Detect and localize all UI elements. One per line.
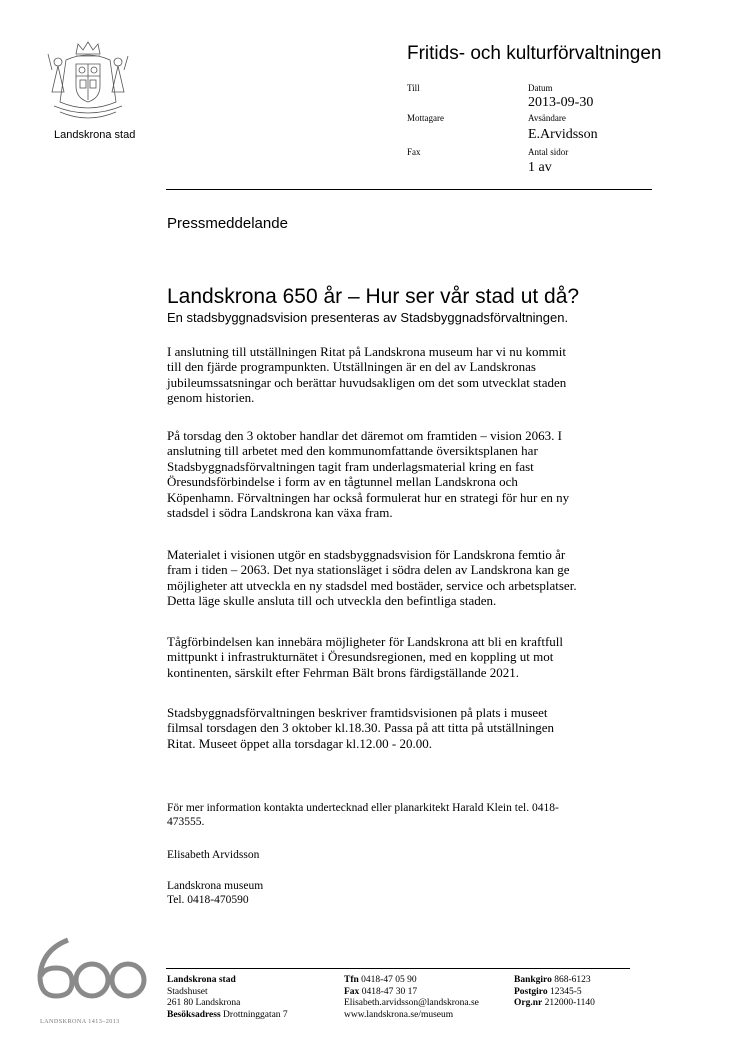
datum-label: Datum xyxy=(528,83,553,93)
footer-city-name: Landskrona stad xyxy=(167,975,236,985)
paragraph-line: genom historien. xyxy=(167,390,255,406)
museum-line: Landskrona museum xyxy=(167,880,264,892)
footer-address xyxy=(167,975,288,1021)
footer-divider xyxy=(166,968,630,969)
footer-phone xyxy=(344,975,479,987)
mottagare-label: Mottagare xyxy=(407,113,444,123)
bankgiro-value: 868-6123 xyxy=(551,975,591,985)
contact-info xyxy=(167,802,647,829)
datum-value: 2013-09-30 xyxy=(528,95,594,110)
headline: Landskrona 650 år – Hur ser vår stad ut då? xyxy=(167,285,580,308)
fax-label: Fax xyxy=(407,147,421,157)
paragraph-line: På torsdag den 3 oktober handlar det däremot om framtiden – vision 2063. I xyxy=(167,428,562,443)
paragraph-line: Köpenhamn. Förvaltningen har också formulerat hur en strategi för hur en ny xyxy=(167,489,570,505)
footer-banking xyxy=(514,975,595,1010)
paragraph-3 xyxy=(167,547,647,609)
paragraph-line: anslutning till arbetet med den kommunomfattande översiktsplanen har xyxy=(167,443,538,459)
phone-value: 0418-47 05 90 xyxy=(358,975,417,985)
paragraph-line: Öresundsförbindelse i form av en tågtunnel mellan Landskrona och xyxy=(167,474,518,490)
paragraph-line: stadsdel i södra Landskrona kan växa fram. xyxy=(167,505,393,521)
city-name: Landskrona stad xyxy=(54,129,136,141)
footer-orgnr xyxy=(514,998,595,1010)
header-divider xyxy=(166,189,652,190)
paragraph-line: Ritat. Museet öppet alla torsdagar kl.12.00 - 20.00. xyxy=(167,735,433,751)
paragraph-1 xyxy=(167,344,647,406)
antal-sidor-value: 1 av xyxy=(528,160,552,175)
paragraph-line: kontinenten, särskilt efter Fehrman Bält brons färdigställande 2021. xyxy=(167,664,519,680)
museum-line: Tel. 0418-470590 xyxy=(167,893,249,906)
city-crest-logo xyxy=(46,40,130,126)
till-label: Till xyxy=(407,83,420,93)
footer-visit-address xyxy=(167,1010,288,1022)
paragraph-line: Stadsbyggnadsförvaltningen beskriver framtidsvisionen på plats i museet xyxy=(167,705,548,720)
bankgiro-label: Bankgiro xyxy=(514,975,552,985)
paragraph-4 xyxy=(167,634,647,680)
paragraph-line: till den fjärde programpunkten. Utställningen är en del av Landskronas xyxy=(167,359,536,375)
subheadline: En stadsbyggnadsvision presenteras av Stadsbyggnadsförvaltningen. xyxy=(167,310,569,325)
paragraph-line: I anslutning till utställningen Ritat på Landskrona museum har vi nu kommit xyxy=(167,344,566,359)
museum-contact xyxy=(167,880,647,907)
paragraph-line: jubileumssatsningar och berättar huvudsakligen om det som utvecklat staden xyxy=(167,374,567,390)
postgiro-label: Postgiro xyxy=(514,986,548,997)
avsandare-label: Avsändare xyxy=(528,113,566,123)
phone-label: Tfn xyxy=(344,975,359,985)
orgnr-label: Org.nr xyxy=(514,998,543,1009)
fax-value: 0418-47 30 17 xyxy=(359,986,418,997)
department-title: Fritids- och kulturförvaltningen xyxy=(407,43,662,64)
footer-postal: 261 80 Landskrona xyxy=(167,998,241,1009)
contact-line: 473555. xyxy=(167,815,205,828)
paragraph-5 xyxy=(167,705,647,751)
contact-line: För mer information kontakta undertecknad eller planarkitekt Harald Klein tel. 0418- xyxy=(167,802,559,814)
paragraph-line: Detta läge skulle ansluta till och utveckla den befintliga staden. xyxy=(167,593,497,609)
paragraph-line: Stadsbyggnadsförvaltningen tagit fram underlagsmaterial kring en fast xyxy=(167,458,534,474)
footer-website[interactable]: www.landskrona.se/museum xyxy=(344,1009,454,1020)
avsandare-value: E.Arvidsson xyxy=(528,127,598,142)
orgnr-value: 212000-1140 xyxy=(542,998,595,1009)
footer-building: Stadshuset xyxy=(167,986,208,997)
document-type: Pressmeddelande xyxy=(167,215,288,232)
paragraph-line: Tågförbindelsen kan innebära möjligheter för Landskrona att bli en kraftfull xyxy=(167,634,563,649)
paragraph-2 xyxy=(167,428,647,520)
footer-fax xyxy=(344,987,479,999)
paragraph-line: fram i tiden – 2063. Det nya stationsläget i södra delen av Landskrona kan ge xyxy=(167,562,570,578)
signature-name: Elisabeth Arvidsson xyxy=(167,849,260,861)
footer-postgiro xyxy=(514,987,595,999)
fax-label-footer: Fax xyxy=(344,986,360,997)
paragraph-line: möjligheter att utveckla en ny stadsdel med bostäder, service och arbetsplatser. xyxy=(167,577,577,593)
footer-email[interactable]: Elisabeth.arvidsson@landskrona.se xyxy=(344,998,479,1009)
anniversary-600-logo xyxy=(34,936,152,1000)
footer-contact xyxy=(344,975,479,1021)
visit-label: Besöksadress xyxy=(167,1009,221,1020)
paragraph-line: mittpunkt i infrastrukturnätet i Öresundsregionen, med en koppling ut mot xyxy=(167,649,554,665)
paragraph-line: Materialet i visionen utgör en stadsbyggnadsvision för Landskrona femtio år xyxy=(167,547,566,562)
visit-value: Drottninggatan 7 xyxy=(220,1009,288,1020)
antal-sidor-label: Antal sidor xyxy=(528,147,569,157)
paragraph-line: filmsal torsdagen den 3 oktober kl.18.30. Passa på att titta på utställningen xyxy=(167,720,555,736)
signature xyxy=(167,849,647,863)
footer-bankgiro xyxy=(514,975,595,987)
postgiro-value: 12345-5 xyxy=(547,986,582,997)
anniversary-caption: LANDSKRONA 1413–2013 xyxy=(40,1018,120,1025)
